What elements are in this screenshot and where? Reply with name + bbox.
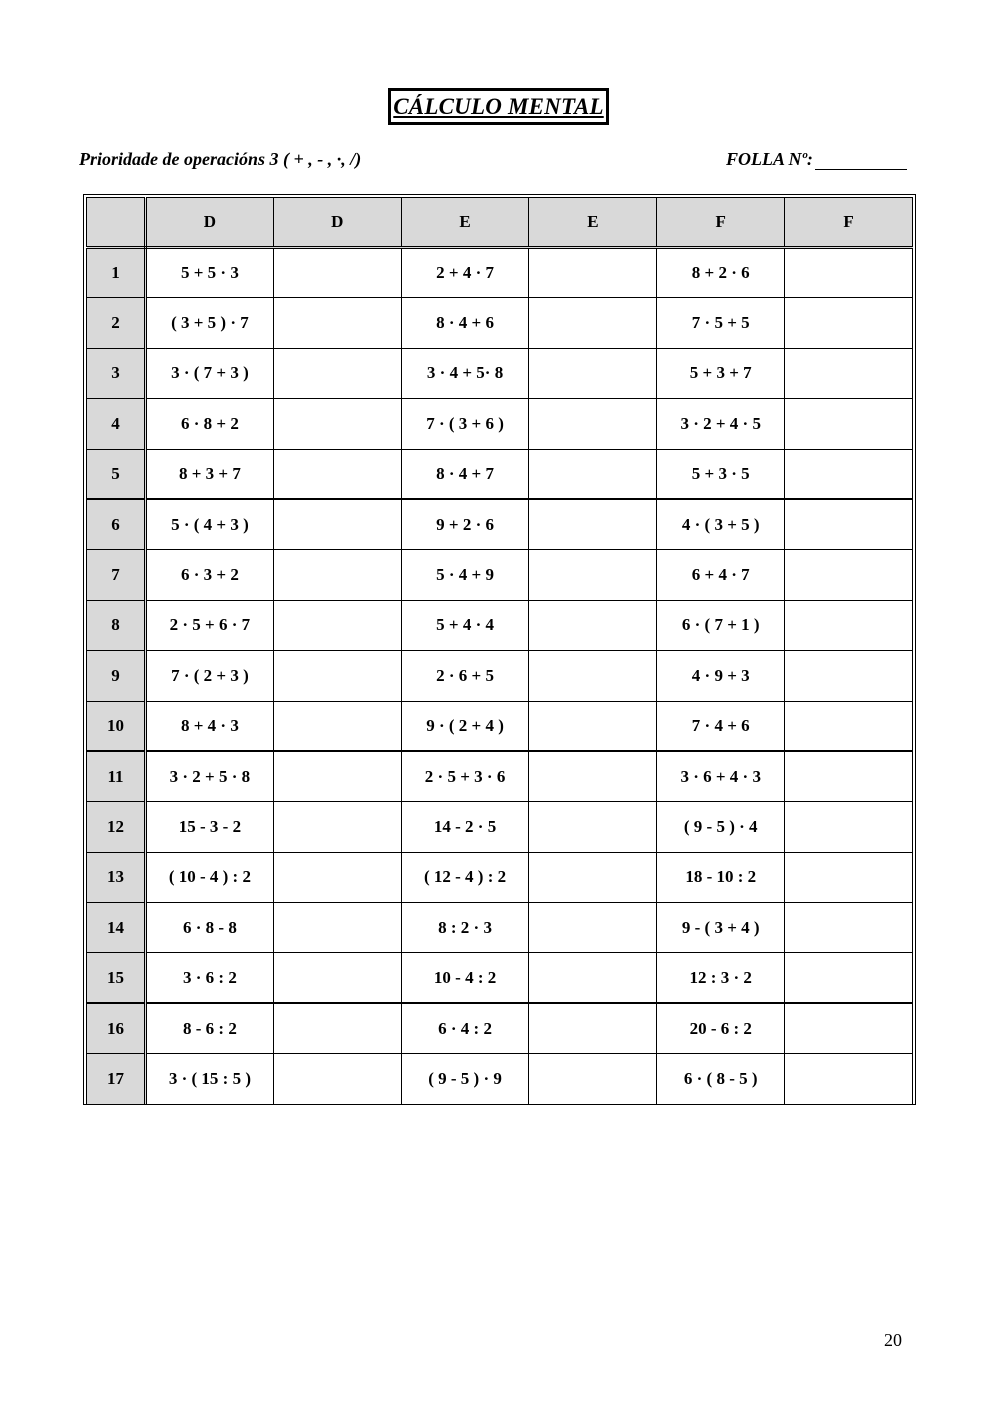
table-row [87,399,913,449]
header-d-exercise: D [146,198,274,248]
row-number: 2 [87,298,146,348]
answer-e[interactable] [529,550,657,600]
table-row [87,449,913,499]
exercise-e: ( 12 - 4 ) : 2 [401,852,529,902]
exercise-d: ( 10 - 4 ) : 2 [146,852,274,902]
page-number: 20 [884,1330,902,1350]
exercise-e: 5 + 4 · 4 [401,600,529,650]
answer-e[interactable] [529,399,657,449]
exercise-d: 6 · 3 + 2 [146,550,274,600]
table-row [87,651,913,701]
exercise-f: 6 + 4 · 7 [657,550,785,600]
exercise-e: 7 · ( 3 + 6 ) [401,399,529,449]
exercise-d: 6 · 8 - 8 [146,903,274,953]
exercise-d: 3 · ( 7 + 3 ) [146,348,274,398]
answer-e[interactable] [529,348,657,398]
answer-d[interactable] [273,499,401,549]
answer-f[interactable] [785,701,913,751]
answer-e[interactable] [529,651,657,701]
answer-e[interactable] [529,802,657,852]
answer-d[interactable] [273,348,401,398]
answer-f[interactable] [785,852,913,902]
sheet-number [726,149,916,170]
answer-e[interactable] [529,248,657,298]
exercise-d: 7 · ( 2 + 3 ) [146,651,274,701]
row-number: 5 [87,449,146,499]
row-number: 10 [87,701,146,751]
answer-d[interactable] [273,651,401,701]
answer-e[interactable] [529,701,657,751]
answer-e[interactable] [529,852,657,902]
table-row [87,499,913,549]
answer-d[interactable] [273,802,401,852]
answer-e[interactable] [529,499,657,549]
answer-e[interactable] [529,1054,657,1104]
row-number: 14 [87,903,146,953]
row-number: 15 [87,953,146,1003]
answer-f[interactable] [785,600,913,650]
exercise-e: 8 · 4 + 7 [401,449,529,499]
exercise-f: 9 - ( 3 + 4 ) [657,903,785,953]
answer-e[interactable] [529,1003,657,1053]
row-number: 1 [87,248,146,298]
exercise-f: 4 · 9 + 3 [657,651,785,701]
exercise-e: 3 · 4 + 5· 8 [401,348,529,398]
exercise-e: 10 - 4 : 2 [401,953,529,1003]
answer-d[interactable] [273,298,401,348]
exercise-d: 6 · 8 + 2 [146,399,274,449]
answer-f[interactable] [785,348,913,398]
answer-d[interactable] [273,701,401,751]
answer-d[interactable] [273,399,401,449]
table-row [87,298,913,348]
answer-d[interactable] [273,751,401,801]
exercise-e: 2 + 4 · 7 [401,248,529,298]
exercise-f: 6 · ( 8 - 5 ) [657,1054,785,1104]
exercise-f: 12 : 3 · 2 [657,953,785,1003]
table-row [87,701,913,751]
exercise-d: 3 · ( 15 : 5 ) [146,1054,274,1104]
header-e-exercise: E [401,198,529,248]
answer-d[interactable] [273,903,401,953]
answer-e[interactable] [529,751,657,801]
exercise-f: 20 - 6 : 2 [657,1003,785,1053]
sheet-number-field[interactable] [815,151,907,170]
row-number: 9 [87,651,146,701]
exercise-e: 8 · 4 + 6 [401,298,529,348]
row-number: 16 [87,1003,146,1053]
row-number: 13 [87,852,146,902]
answer-f[interactable] [785,449,913,499]
answer-e[interactable] [529,600,657,650]
answer-f[interactable] [785,298,913,348]
exercise-f: 7 · 5 + 5 [657,298,785,348]
exercise-f: 8 + 2 · 6 [657,248,785,298]
row-number: 11 [87,751,146,801]
answer-e[interactable] [529,903,657,953]
answer-d[interactable] [273,852,401,902]
row-number: 7 [87,550,146,600]
exercise-f: 5 + 3 + 7 [657,348,785,398]
answer-f[interactable] [785,802,913,852]
answer-f[interactable] [785,953,913,1003]
table-row [87,550,913,600]
answer-f[interactable] [785,248,913,298]
table-row [87,751,913,801]
exercise-d: ( 3 + 5 ) · 7 [146,298,274,348]
table-row [87,903,913,953]
table-row [87,348,913,398]
answer-f[interactable] [785,751,913,801]
answer-e[interactable] [529,953,657,1003]
row-number: 4 [87,399,146,449]
exercise-d: 5 + 5 · 3 [146,248,274,298]
header-f-answer: F [785,198,913,248]
answer-f[interactable] [785,1054,913,1104]
answer-f[interactable] [785,499,913,549]
answer-d[interactable] [273,953,401,1003]
exercise-e: 14 - 2 · 5 [401,802,529,852]
table-body [87,248,913,1105]
exercise-d: 3 · 2 + 5 · 8 [146,751,274,801]
exercise-e: 2 · 5 + 3 · 6 [401,751,529,801]
answer-d[interactable] [273,1054,401,1104]
answer-f[interactable] [785,550,913,600]
table-header-row [87,198,913,248]
exercise-f: 18 - 10 : 2 [657,852,785,902]
exercise-e: ( 9 - 5 ) · 9 [401,1054,529,1104]
exercise-d: 8 - 6 : 2 [146,1003,274,1053]
answer-d[interactable] [273,550,401,600]
exercise-table-frame [83,194,916,1105]
sheet-number-label: FOLLA Nº: [726,149,813,169]
answer-f[interactable] [785,651,913,701]
row-number: 12 [87,802,146,852]
table-row [87,248,913,298]
answer-e[interactable] [529,449,657,499]
table-row [87,953,913,1003]
answer-d[interactable] [273,600,401,650]
exercise-e: 6 · 4 : 2 [401,1003,529,1053]
exercise-f: 7 · 4 + 6 [657,701,785,751]
answer-f[interactable] [785,1003,913,1053]
header-f-exercise: F [657,198,785,248]
answer-d[interactable] [273,1003,401,1053]
exercise-f: 3 · 6 + 4 · 3 [657,751,785,801]
exercise-d: 8 + 4 · 3 [146,701,274,751]
exercise-e: 8 : 2 · 3 [401,903,529,953]
row-number: 8 [87,600,146,650]
header-d-answer: D [273,198,401,248]
answer-f[interactable] [785,903,913,953]
exercise-e: 2 · 6 + 5 [401,651,529,701]
row-number: 3 [87,348,146,398]
exercise-d: 3 · 6 : 2 [146,953,274,1003]
answer-e[interactable] [529,298,657,348]
subtitle: Prioridade de operacións 3 ( + , - , ·, /) [79,149,362,169]
exercise-f: 5 + 3 · 5 [657,449,785,499]
exercise-d: 5 · ( 4 + 3 ) [146,499,274,549]
row-number: 6 [87,499,146,549]
exercise-f: 3 · 2 + 4 · 5 [657,399,785,449]
table-row [87,802,913,852]
exercise-e: 5 · 4 + 9 [401,550,529,600]
table-row [87,600,913,650]
exercise-e: 9 · ( 2 + 4 ) [401,701,529,751]
table-row [87,1054,913,1104]
exercise-f: 4 · ( 3 + 5 ) [657,499,785,549]
page-title: CÁLCULO MENTAL [393,93,604,119]
exercise-f: ( 9 - 5 ) · 4 [657,802,785,852]
exercise-d: 2 · 5 + 6 · 7 [146,600,274,650]
header-e-answer: E [529,198,657,248]
exercise-table [86,197,913,1105]
exercise-f: 6 · ( 7 + 1 ) [657,600,785,650]
table-row [87,852,913,902]
exercise-d: 15 - 3 - 2 [146,802,274,852]
exercise-d: 8 + 3 + 7 [146,449,274,499]
answer-d[interactable] [273,248,401,298]
header-corner [87,198,146,248]
answer-d[interactable] [273,449,401,499]
answer-f[interactable] [785,399,913,449]
row-number: 17 [87,1054,146,1104]
title-box [388,88,609,125]
table-row [87,1003,913,1053]
exercise-e: 9 + 2 · 6 [401,499,529,549]
